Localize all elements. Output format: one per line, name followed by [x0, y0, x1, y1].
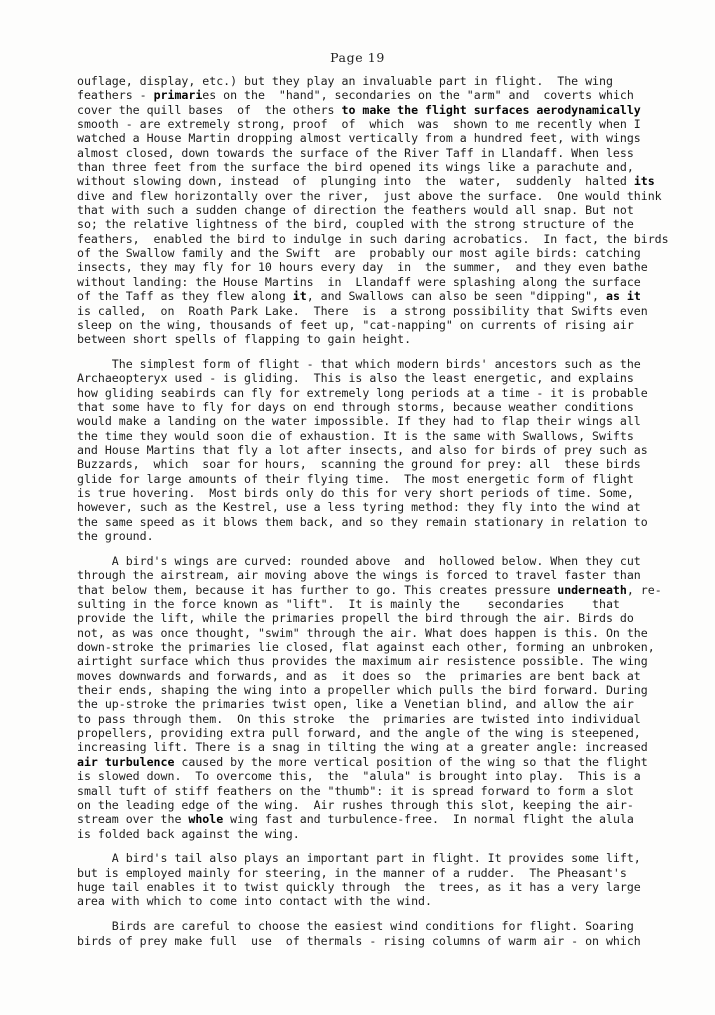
text-line: not, as was once thought, "swim" through the air. What does happen is this. On the: [77, 625, 648, 640]
text-line: ouflage, display, etc.) but they play an invaluable part in flight. The wing: [77, 74, 613, 88]
text-line: feathers, enabled the bird to indulge in such daring acrobatics. In fact, the birds: [77, 231, 669, 246]
text-line: is true hovering. Most birds only do this for very short periods of time. Some,: [77, 486, 634, 501]
text-line: the same speed as it blows them back, and so they remain stationary in relation to: [77, 514, 648, 529]
document-body: [77, 74, 669, 958]
text-line: airtight surface which thus provides the maximum air resistence possible. The wing: [77, 654, 648, 669]
text-line: than three feet from the surface the bird opened its wings like a parachute and,: [77, 160, 634, 175]
text-line: the up-stroke the primaries twist open, like a Venetian blind, and allow the air: [77, 697, 634, 712]
text-line: feathers - primaries on the "hand", secondaries on the "arm" and coverts which: [77, 88, 634, 103]
text-line: sulting in the force known as "lift". It is mainly the secondaries that: [77, 597, 620, 612]
text-line: down-stroke the primaries lie closed, flat against each other, forming an unbroken,: [77, 640, 655, 655]
paragraph-para-3: [77, 554, 662, 841]
text-line: of the Swallow family and the Swift are probably our most agile birds: catching: [77, 246, 641, 261]
text-line: that with such a sudden change of direction the feathers would all snap. But not: [77, 203, 634, 218]
text-line: through the airstream, air moving above the wings is forced to travel faster than: [77, 568, 641, 583]
emphasis-text: primari: [153, 88, 203, 103]
emphasis-text: to make the flight surfaces aerodynamically: [341, 102, 641, 117]
text-line: dive and flew horizontally over the river, just above the surface. One would think: [77, 188, 662, 203]
paragraph-para-4: [77, 851, 639, 908]
text-line: however, such as the Kestrel, use a less tyring method: they fly into the wind at: [77, 500, 641, 515]
text-line: Archaeopteryx used - is gliding. This is also the least energetic, and explains: [77, 371, 634, 386]
text-line: the ground.: [77, 529, 154, 544]
text-line: area with which to come into contact with the wind.: [77, 894, 432, 909]
text-line: their ends, shaping the wing into a propeller which pulls the bird forward. During: [77, 683, 648, 698]
text-line: Birds are careful to choose the easiest wind conditions for flight. Soaring: [77, 919, 634, 934]
text-line: to pass through them. On this stroke the primaries are twisted into individual: [77, 711, 641, 726]
text-line: between short spells of flapping to gain height.: [77, 332, 412, 347]
emphasis-text: it: [292, 289, 307, 304]
text-line: watched a House Martin dropping almost vertically from a hundred feet, with wings: [77, 131, 641, 146]
text-line: propellers, providing extra pull forward, and the angle of the wing is steepened,: [77, 726, 641, 741]
text-line: birds of prey make full use of thermals - rising columns of warm air - on which: [77, 933, 641, 948]
text-line: cover the quill bases of the others to make the flight surfaces aerodynamically: [77, 102, 641, 117]
emphasis-text: air turbulence: [77, 754, 175, 769]
paragraph-para-5: [77, 919, 639, 948]
emphasis-text: its: [633, 174, 655, 189]
text-line: increasing lift. There is a snag in tilting the wing at a greater angle: increased: [77, 740, 648, 755]
text-line: sleep on the wing, thousands of feet up, "cat-napping" on currents of rising air: [77, 317, 634, 332]
text-line: The simplest form of flight - that which modern birds' ancestors such as the: [77, 357, 641, 372]
text-line: insects, they may fly for 10 hours every day in the summer, and they even bathe: [77, 260, 648, 275]
text-line: and House Martins that fly a lot after insects, and also for birds of prey such as: [77, 443, 648, 458]
text-line: but is employed mainly for steering, in the manner of a rudder. The Pheasant's: [77, 865, 627, 880]
text-line: is slowed down. To overcome this, the "alula" is brought into play. This is a: [77, 769, 641, 784]
page-header: Page 19: [330, 50, 385, 65]
paragraph-para-1: [77, 74, 669, 347]
text-line: moves downwards and forwards, and as it does so the primaries are bent back at: [77, 668, 641, 683]
text-line: glide for large amounts of their flying time. The most energetic form of flight: [77, 471, 634, 486]
text-line: how gliding seabirds can fly for extremely long periods at a time - it is probable: [77, 385, 648, 400]
text-line: air turbulence caused by the more vertical position of the wing so that the flight: [77, 754, 648, 769]
text-line: provide the lift, while the primaries propell the bird through the air. Birds do: [77, 611, 634, 626]
text-line: of the Taff as they flew along it, and Swallows can also be seen "dipping", as it: [77, 289, 641, 304]
text-line: smooth - are extremely strong, proof of which was shown to me recently when I: [77, 117, 641, 132]
text-line: A bird's wings are curved: rounded above and hollowed below. When they cut: [77, 554, 641, 568]
text-line: without landing: the House Martins in Llandaff were splashing along the surface: [77, 274, 641, 289]
text-line: so; the relative lightness of the bird, coupled with the strong structure of the: [77, 217, 634, 232]
text-line: almost closed, down towards the surface of the River Taff in Llandaff. When less: [77, 145, 634, 160]
text-line: small tuft of stiff feathers on the "thumb": it is spread forward to form a slot: [77, 783, 634, 798]
text-line: A bird's tail also plays an important part in flight. It provides some lift,: [77, 851, 641, 866]
text-line: the time they would soon die of exhaustion. It is the same with Swallows, Swifts: [77, 428, 634, 443]
text-line: would make a landing on the water impossible. If they had to flap their wings all: [77, 414, 641, 429]
text-line: stream over the whole wing fast and turbulence-free. In normal flight the alula: [77, 812, 634, 827]
text-line: that below them, because it has further to go. This creates pressure underneath, re-: [77, 582, 662, 597]
emphasis-text: underneath: [557, 582, 627, 597]
text-line: is called, on Roath Park Lake. There is a strong possibility that Swifts even: [77, 303, 648, 318]
paragraph-para-2: [77, 357, 648, 544]
text-line: on the leading edge of the wing. Air rushes through this slot, keeping the air-: [77, 797, 634, 812]
emphasis-text: as it: [605, 289, 641, 304]
text-line: Buzzards, which soar for hours, scanning the ground for prey: all these birds: [77, 457, 641, 472]
text-line: that some have to fly for days on end through storms, because weather conditions: [77, 400, 634, 415]
text-line: huge tail enables it to twist quickly through the trees, as it has a very large: [77, 880, 641, 895]
text-line: is folded back against the wing.: [77, 826, 300, 841]
emphasis-text: whole: [188, 812, 224, 827]
text-line: without slowing down, instead of plunging into the water, suddenly halted its: [77, 174, 655, 189]
